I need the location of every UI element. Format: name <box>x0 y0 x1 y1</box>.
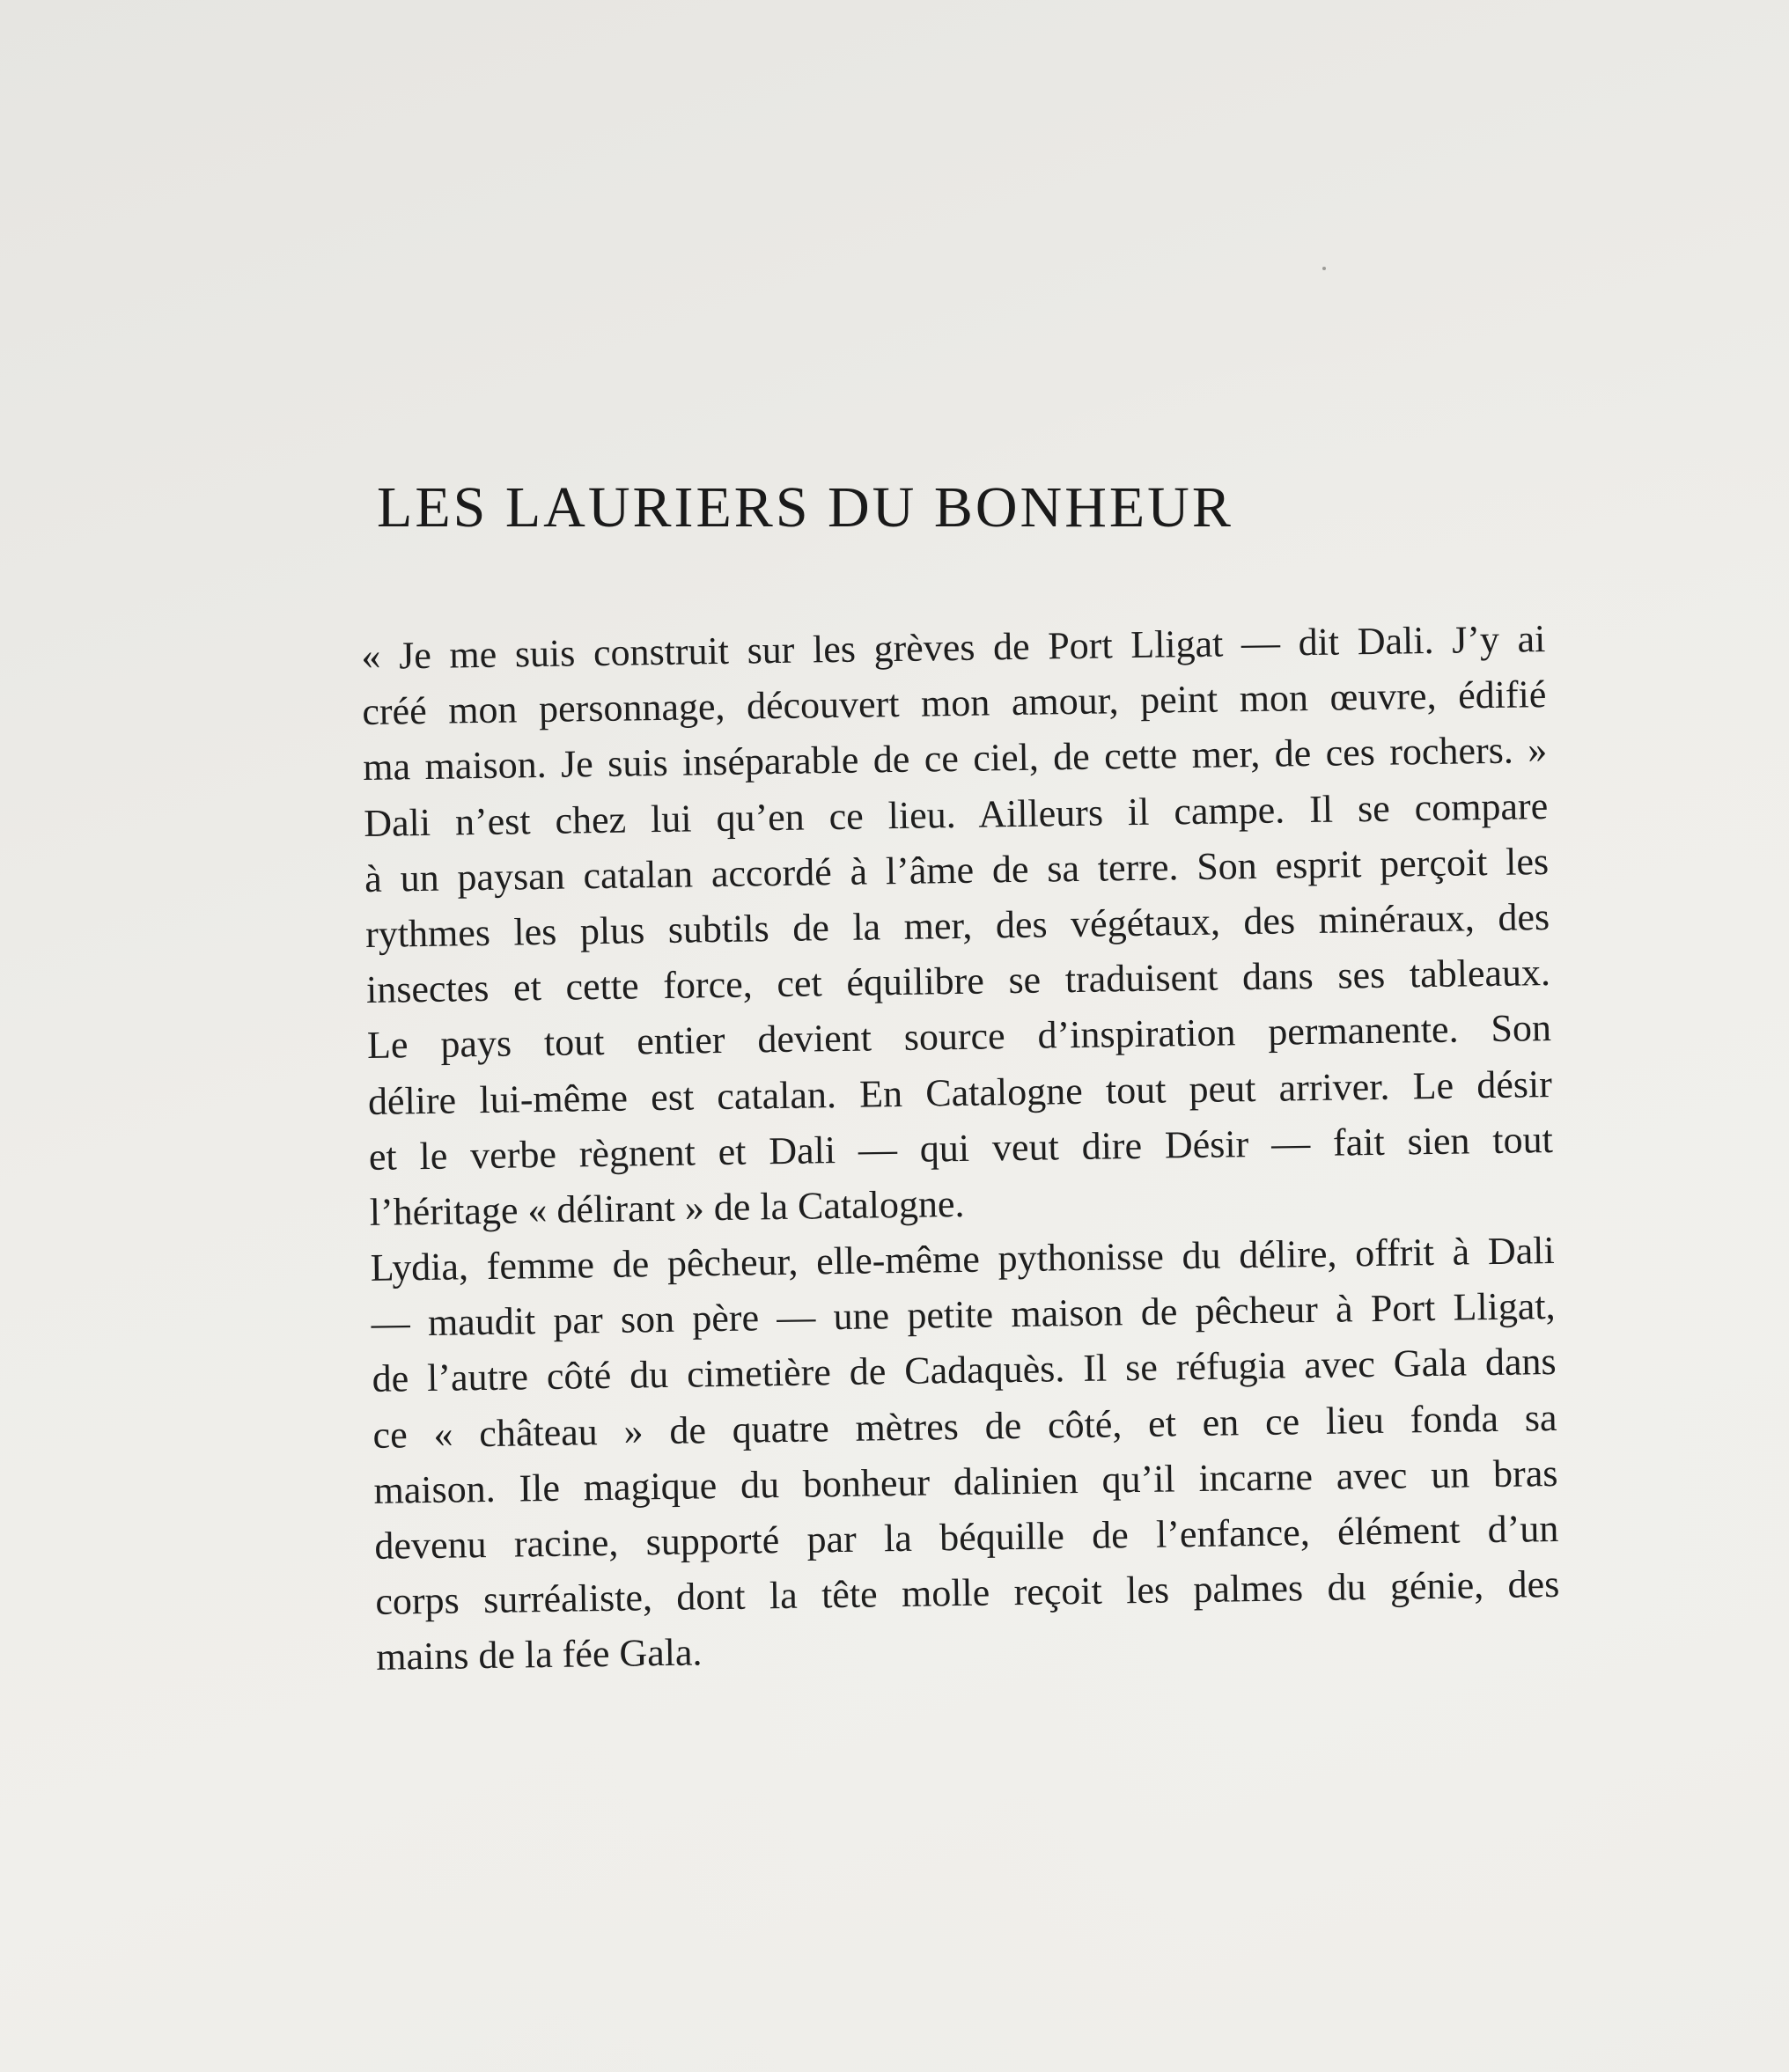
paper-speck <box>1322 267 1326 270</box>
text-line: insectes et cette force, cet équilibre se traduisent dans ses tableaux. <box>365 951 1551 1012</box>
paragraph-catalan <box>364 778 1554 1240</box>
text-line: corps surréaliste, dont la tête molle reçoit les palmes du génie, des <box>375 1562 1560 1624</box>
text-line: Lydia, femme de pêcheur, elle-même pythonisse du délire, offrit à Dali <box>370 1229 1555 1289</box>
body-text <box>361 611 1561 1685</box>
text-line: devenu racine, supporté par la béquille de l’enfance, élément d’un <box>374 1506 1559 1568</box>
text-line: l’héritage « délirant » de la Catalogne. <box>369 1181 965 1234</box>
text-line: « Je me suis construit sur les grèves de Port Lligat — dit Dali. J’y ai <box>361 617 1546 678</box>
text-line: à un paysan catalan accordé à l’âme de sa terre. Son esprit perçoit les <box>364 839 1550 900</box>
chapter-title: LES LAURIERS DU BONHEUR <box>377 475 1233 540</box>
text-line: délire lui-même est catalan. En Catalogne tout peut arriver. Le désir <box>367 1062 1553 1123</box>
text-line: de l’autre côté du cimetière de Cadaquès. Il se réfugia avec Gala dans <box>372 1340 1557 1401</box>
text-line: Dali n’est chez lui qu’en ce lieu. Ailleurs il campe. Il se compare <box>363 783 1549 845</box>
text-line: maison. Ile magique du bonheur dalinien qu’il incarne avec un bras <box>373 1451 1558 1512</box>
paragraph-lydia <box>370 1223 1560 1685</box>
text-line: créé mon personnage, découvert mon amour, peint mon œuvre, édifié <box>362 672 1547 734</box>
text-line: mains de la fée Gala. <box>375 1630 703 1679</box>
text-line: — maudit par son père — une petite maison de pêcheur à Port Lligat, <box>371 1284 1556 1346</box>
text-line: rythmes les plus subtils de la mer, des végétaux, des minéraux, des <box>364 894 1550 956</box>
text-line: et le verbe règnent et Dali — qui veut dire Désir — fait sien tout <box>368 1117 1554 1179</box>
paragraph-quote <box>361 611 1548 795</box>
text-line: Le pays tout entier devient source d’inspiration permanente. Son <box>366 1006 1552 1068</box>
text-line: ce « château » de quatre mètres de côté, et en ce lieu fonda sa <box>372 1395 1557 1457</box>
text-line: ma maison. Je suis inséparable de ce ciel, de cette mer, de ces rochers. » <box>362 728 1548 790</box>
